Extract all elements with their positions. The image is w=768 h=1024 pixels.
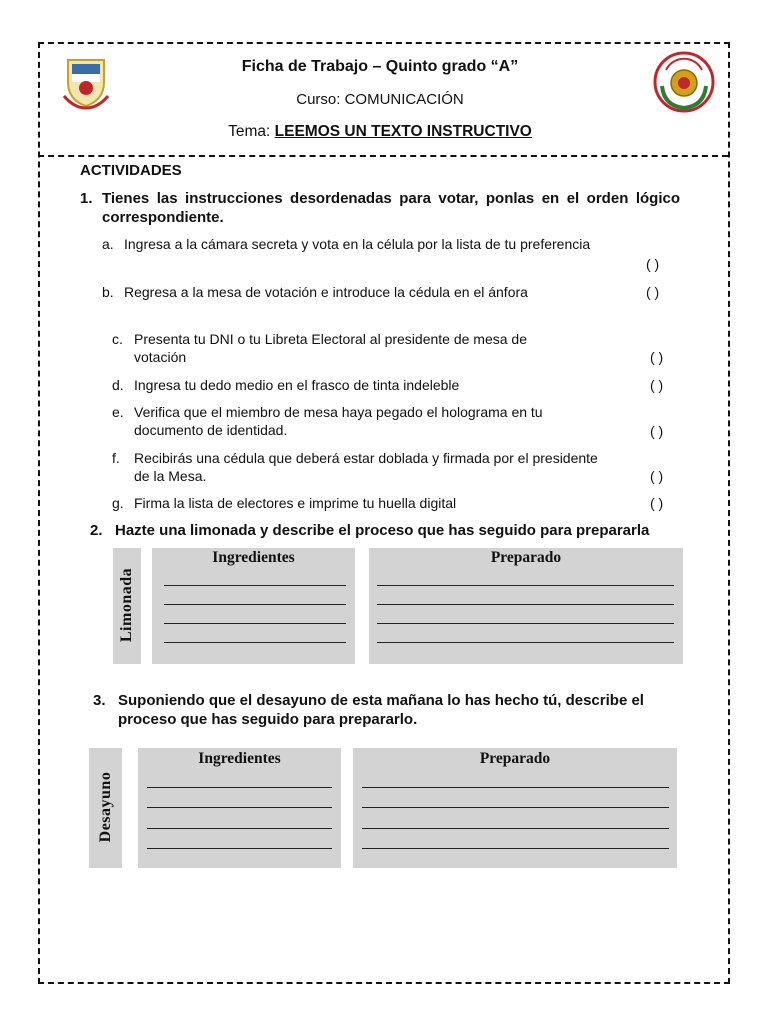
answer-blank[interactable]: ( ) [650,468,664,484]
prepared-header: Preparado [479,750,551,767]
list-item: d. Ingresa tu dedo medio en el frasco de tinta indeleble [112,377,460,393]
answer-blank[interactable]: ( ) [650,495,664,511]
answer-blank[interactable]: ( ) [650,349,664,365]
writing-line[interactable] [164,585,346,586]
list-item: c. Presenta tu DNI o tu Libreta Electoral al presidente de mesa de votación [112,331,527,365]
list-item: e. Verifica que el miembro de mesa haya pegado el holograma en tu documento de identidad. [112,404,543,438]
school-crest-icon [60,56,112,110]
writing-line[interactable] [377,642,674,643]
activities-heading: ACTIVIDADES [80,162,182,179]
writing-line[interactable] [147,848,332,849]
answer-blank[interactable]: ( ) [650,423,664,439]
question-number: 2. [90,522,103,539]
list-item: b. Regresa a la mesa de votación e introduce la cédula en el ánfora [102,284,528,300]
question-number: 3. [93,692,106,709]
question-3 [93,691,703,729]
writing-line[interactable] [164,623,346,624]
list-item: g. Firma la lista de electores e imprime tu huella digital [112,495,457,511]
header-divider [38,155,728,157]
question-1 [80,189,680,227]
question-text: Suponiendo que el desayuno de esta mañana lo has hecho tú, describe el proceso que has seguido para prepararlo. [118,692,644,728]
question-number: 1. [80,190,93,207]
list-item: f. Recibirás una cédula que deberá estar doblada y firmada por el presidente de la Mesa. [112,450,598,484]
writing-line[interactable] [147,807,332,808]
topic-label: Tema: [228,123,275,140]
topic-value: LEEMOS UN TEXTO INSTRUCTIVO [274,123,532,140]
writing-line[interactable] [377,623,674,624]
writing-line[interactable] [362,787,669,788]
worksheet-title: Ficha de Trabajo – Quinto grado “A” [241,58,519,75]
writing-line[interactable] [362,828,669,829]
writing-line[interactable] [147,828,332,829]
ingredients-header: Ingredientes [198,750,281,767]
writing-line[interactable] [164,642,346,643]
answer-blank[interactable]: ( ) [646,284,660,300]
writing-line[interactable] [164,604,346,605]
side-label-lemonade: Limonada [118,567,135,643]
question-2 [90,521,700,540]
writing-line[interactable] [377,585,674,586]
question-text: Hazte una limonada y describe el proceso que has seguido para prepararla [115,522,650,539]
writing-line[interactable] [377,604,674,605]
side-label-breakfast: Desayuno [97,771,114,843]
writing-line[interactable] [362,807,669,808]
list-item: a. Ingresa a la cámara secreta y vota en la célula por la lista de tu preferencia [102,236,591,252]
topic-line [140,123,620,141]
ingredients-header: Ingredientes [212,549,295,566]
answer-blank[interactable]: ( ) [650,377,664,393]
writing-line[interactable] [147,787,332,788]
army-crest-icon [652,50,716,114]
course-label: Curso: COMUNICACIÓN [296,91,464,108]
question-text: Tienes las instrucciones desordenadas para votar, ponlas en el orden lógico correspondiente. [102,190,680,226]
answer-blank[interactable]: ( ) [646,256,660,272]
writing-line[interactable] [362,848,669,849]
prepared-header: Preparado [490,549,562,566]
